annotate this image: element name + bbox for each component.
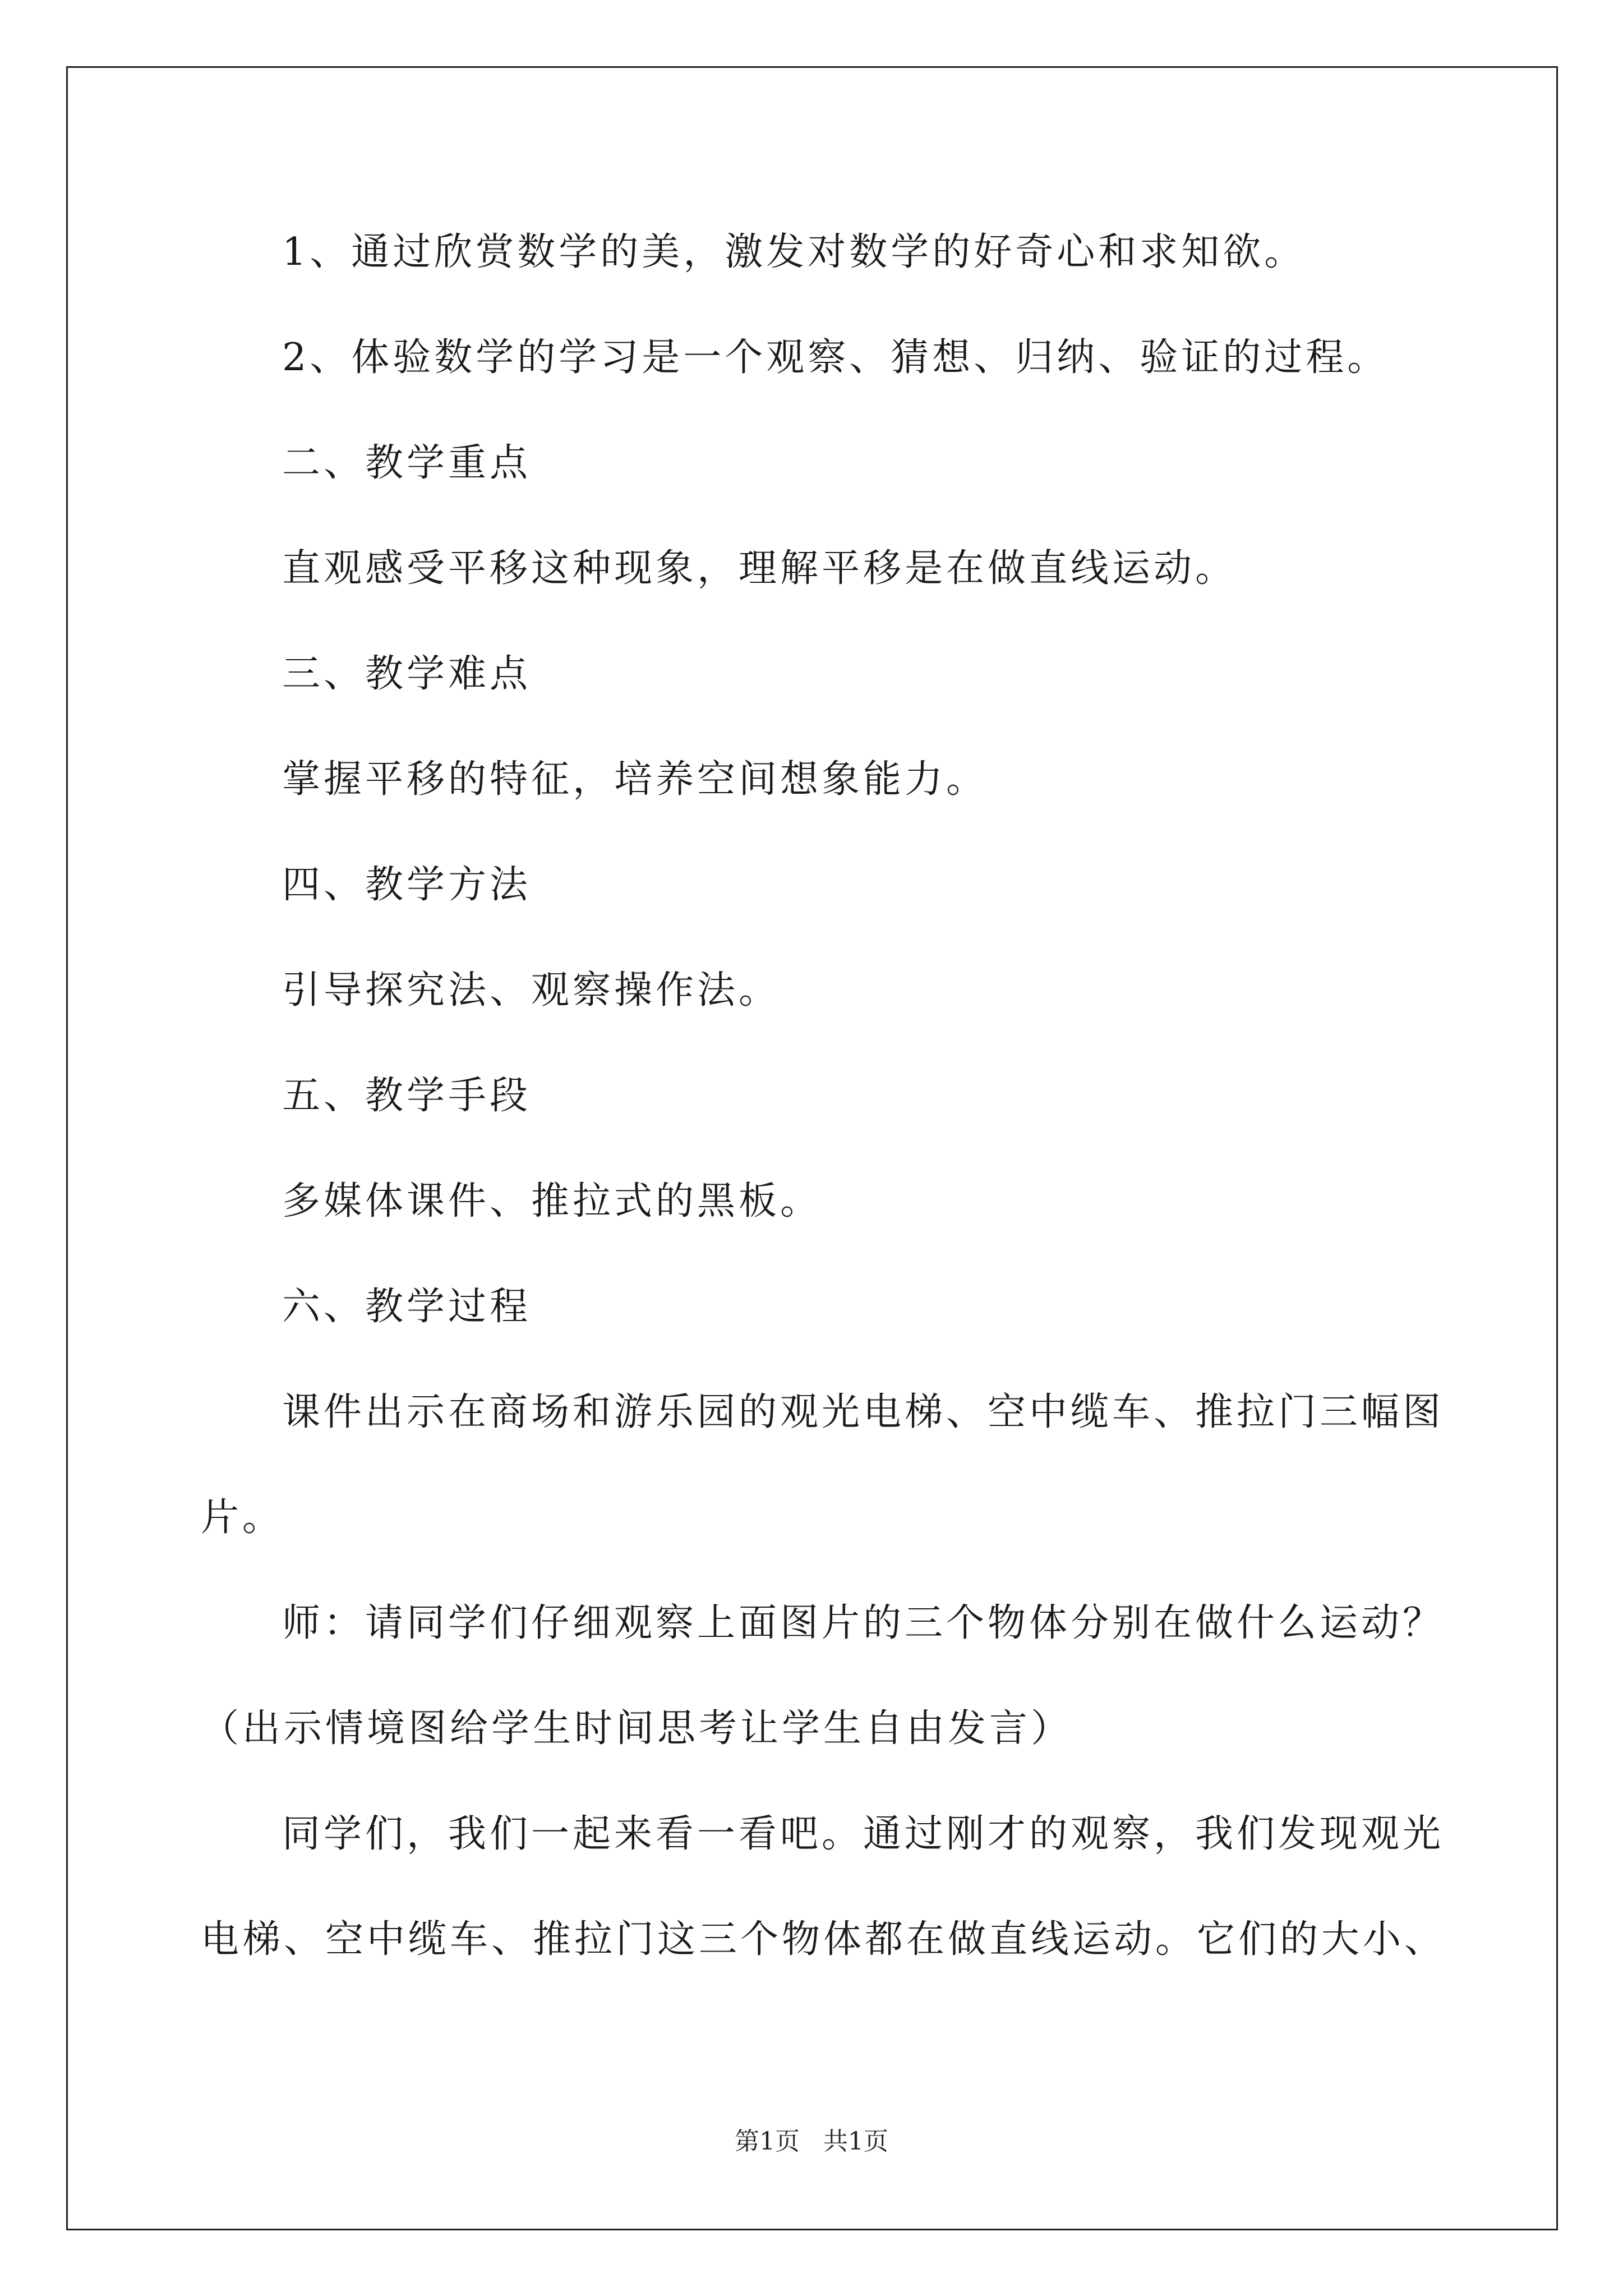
- paragraph-line: 同学们，我们一起来看一看吧。通过刚才的观察，我们发现观光: [282, 1812, 1445, 1856]
- page-border: [66, 66, 1558, 2230]
- section-heading: 六、教学过程: [282, 1285, 532, 1329]
- paragraph-line: 1、通过欣赏数学的美，激发对数学的好奇心和求知欲。: [282, 230, 1306, 274]
- paragraph-line: 引导探究法、观察操作法。: [282, 968, 781, 1013]
- page-number: 第1页: [735, 2127, 800, 2156]
- section-heading: 三、教学难点: [282, 652, 532, 696]
- paragraph-line: 师：请同学们仔细观察上面图片的三个物体分别在做什么运动？: [282, 1601, 1445, 1645]
- paragraph-line: 掌握平移的特征，培养空间想象能力。: [282, 757, 988, 802]
- paragraph-line: 课件出示在商场和游乐园的观光电梯、空中缆车、推拉门三幅图: [282, 1390, 1445, 1434]
- paragraph-line: 多媒体课件、推拉式的黑板。: [282, 1179, 822, 1223]
- paragraph-line: 片。: [201, 1496, 284, 1540]
- section-heading: 五、教学手段: [282, 1074, 532, 1118]
- paragraph-line: （出示情境图给学生时间思考让学生自由发言）: [201, 1706, 1073, 1751]
- paragraph-line: 电梯、空中缆车、推拉门这三个物体都在做直线运动。它们的大小、: [201, 1917, 1446, 1962]
- paragraph-line: 2、体验数学的学习是一个观察、猜想、归纳、验证的过程。: [282, 335, 1389, 380]
- paragraph-line: 直观感受平移这种现象，理解平移是在做直线运动。: [282, 546, 1237, 591]
- section-heading: 四、教学方法: [282, 863, 532, 907]
- page-total: 共1页: [823, 2127, 888, 2156]
- section-heading: 二、教学重点: [282, 441, 532, 485]
- page-footer: [0, 2125, 1623, 2159]
